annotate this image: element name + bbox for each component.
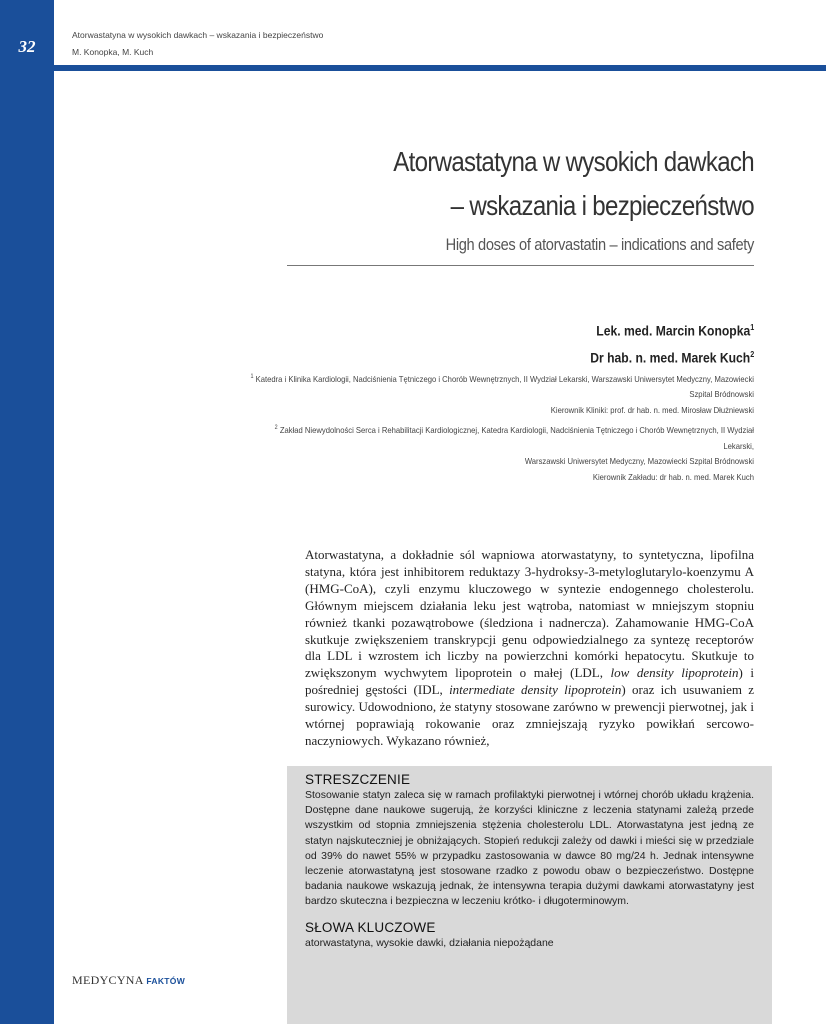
abstract-box	[287, 766, 772, 1024]
title-divider	[287, 265, 754, 266]
article-title-line-1: Atorwastatyna w wysokich dawkach	[393, 146, 754, 177]
affiliation-2-line-2: Warszawski Uniwersytet Medyczny, Mazowiecki Szpital Bródnowski	[524, 456, 754, 467]
affiliation-2-head: Kierownik Zakładu: dr hab. n. med. Marek Kuch	[592, 471, 754, 482]
author: Dr hab. n. med. Marek Kuch$^2$	[589, 349, 754, 365]
running-head	[72, 27, 323, 61]
header-rule	[54, 65, 826, 71]
author: Lek. med. Marcin Konopka$^1$	[596, 323, 754, 339]
affiliation-2: $^2$ Zakład Niewydolności Serca i Rehabilitacji Kardiologicznej, Katedra Kardiologii, Nadciśnienia Tętniczego i Chorób Wewnętrznych, II Wydział Lekarski,	[274, 425, 754, 451]
side-color-bar	[0, 0, 54, 1024]
journal-logo-sub: FAKTÓW	[146, 976, 186, 986]
article-subtitle: High doses of atorvastatin – indications and safety	[445, 235, 754, 254]
journal-logo	[72, 973, 185, 988]
affiliation-1-head: Kierownik Kliniki: prof. dr hab. n. med. Mirosław Dłużniewski	[550, 404, 754, 415]
running-authors: M. Konopka, M. Kuch	[72, 47, 154, 57]
running-title: Atorwastatyna w wysokich dawkach – wskazania i bezpieczeństwo	[72, 30, 324, 40]
page-number: 32	[18, 37, 36, 56]
article-title	[272, 140, 754, 228]
abstract-heading: STRESZCZENIE	[305, 772, 411, 787]
journal-logo-main: MEDYCYNA	[72, 973, 144, 987]
author-list	[590, 316, 754, 369]
body-paragraph: Atorwastatyna, a dokładnie sól wapniowa atorwastatyny, to syntetyczna, lipofilna statyna, która jest inhibitorem reduktazy 3-hydroksy-3-metyloglutarylo-koenzymu A (HMG-CoA), czyli enzymu kluczowego w syntezie endogennego cholesterolu. Głównym miejscem działania leku jest wątroba, natomiast w mniejszym stopniu również tkanki pozawątrobowe (śledziona i nadnercza). Zahamowanie HMG-CoA skutkuje zwiększeniem transkrypcji genu odpowiedzialnego za syntezę receptorów dla LDL i wzrostem ich liczby na powierzchni komórki hepatocytu. Skutkuje to zwiększonym wychwytem lipoprotein o małej (LDL, low density lipoprotein) i pośredniej gęstości (IDL, intermediate density lipoprotein) oraz ich usuwaniem z surowicy. Udowodniono, że statyny stosowane zarówno w prewencji pierwotnej, jak i wtórnej poprawiają rokowanie oraz zmniejszają ryzyko powikłań sercowo-naczyniowych. Wykazano również,	[305, 547, 755, 748]
affiliations	[250, 370, 754, 485]
abstract-text: Stosowanie statyn zaleca się w ramach profilaktyki pierwotnej i wtórnej chorób układu krążenia. Dostępne dane naukowe sugerują, że korzyści kliniczne z leczenia statynami zależą przede wszystkim od stopnia zmniejszenia stężenia cholesterolu LDL. Atorwastatyna jest jedną ze statyn najskuteczniej je obniżających. Stopień redukcji zależy od dawki i mieści się w przedziale od 39% do nawet 55% w przypadku zastosowania w dawce 80 mg/24 h. Jednak intensywne leczenie atorwastatyną jest stosowane rzadko z powodu obaw o bezpieczeństwo. Dostępne badania naukowe wskazują jednak, że intensywna terapia dużymi dawkami atorwastatyny jest bardzo skuteczna i bezpieczna w leczeniu krótko- i długoterminowym.	[305, 789, 754, 908]
keywords-text: atorwastatyna, wysokie dawki, działania niepożądane	[305, 936, 554, 949]
article-title-line-2: – wskazania i bezpieczeństwo	[450, 190, 754, 221]
affiliation-1: $^1$ Katedra i Klinika Kardiologii, Nadciśnienia Tętniczego i Chorób Wewnętrznych, II Wydział Lekarski, Warszawski Uniwersytet Medyczny, Mazowiecki Szpital Bródnowski	[250, 373, 754, 400]
keywords-heading: SŁOWA KLUCZOWE	[305, 919, 436, 935]
